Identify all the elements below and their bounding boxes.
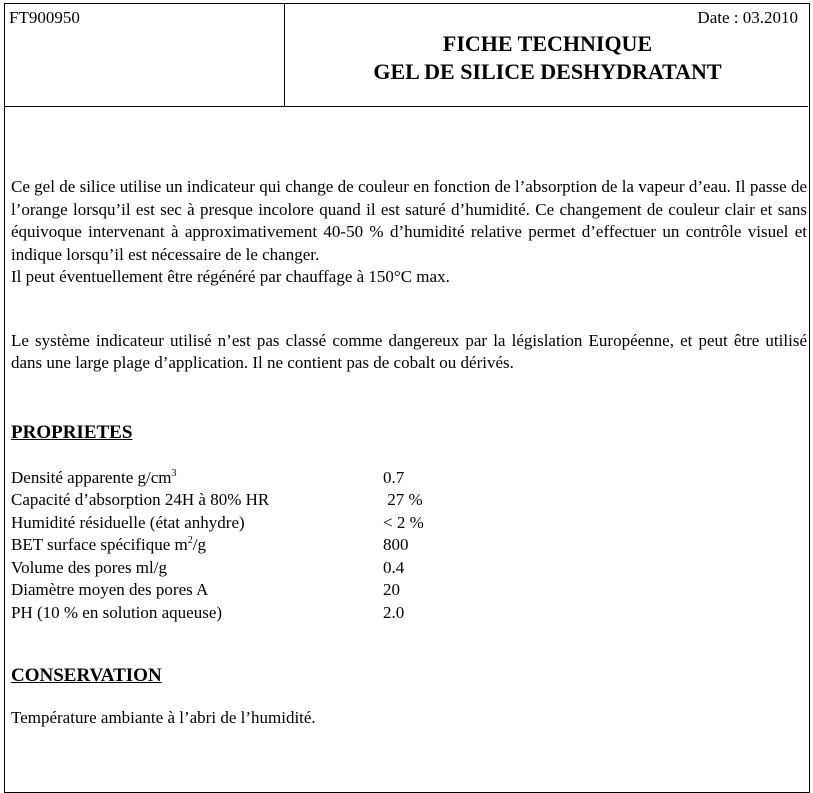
property-label: Diamètre moyen des pores A — [11, 580, 209, 599]
header-table — [5, 4, 808, 107]
property-label: Volume des pores ml/g — [11, 557, 167, 577]
document-frame — [4, 3, 810, 793]
body-content — [11, 176, 807, 730]
intro-paragraph-2: Il peut éventuellement être régénéré par chauffage à 150°C max. — [11, 267, 450, 286]
property-row — [11, 534, 807, 557]
property-value: < 2 % — [383, 512, 424, 532]
property-row — [11, 557, 807, 580]
intro-paragraph-1: Ce gel de silice utilise un indicateur qui change de couleur en fonction de l’absorption de la vapeur d’eau. Il passe de l’orange lorsqu’il est sec à presque incolore quand il est saturé d’humidité. Ce changement de couleur clair et sans équivoque intervenant à approximativement 40-50 % d’humidité relative permet d’effectuer un contrôle visuel et indique lorsqu’il est nécessaire de le changer. — [11, 177, 807, 264]
property-label: BET surface spécifique $m^2/g$ — [11, 535, 206, 554]
property-row — [11, 512, 807, 535]
property-label: Humidité résiduelle (état anhydre) — [11, 512, 245, 532]
reference-cell — [5, 4, 285, 106]
property-value: 2.0 — [383, 602, 405, 622]
property-value: 0.4 — [383, 557, 405, 577]
title-line-1: FICHE TECHNIQUE — [442, 31, 653, 56]
property-value: 800 — [383, 535, 409, 554]
property-row — [11, 489, 807, 512]
date-label: Date : 03.2010 — [697, 8, 798, 27]
reference-number: FT900950 — [9, 8, 80, 27]
property-row — [11, 579, 807, 602]
property-value: 20 — [383, 580, 400, 599]
intro-paragraph-3: Le système indicateur utilisé n’est pas classé comme dangereux par la législation Européenne, et peut être utilisé dans une large plage d’application. Il ne contient pas de cobalt ou dérivés. — [11, 330, 807, 372]
title-line-2: GEL DE SILICE DESHYDRATANT — [373, 59, 722, 84]
property-label: Densité apparente $g/cm^3$ — [11, 467, 177, 487]
document-title — [287, 30, 808, 86]
properties-table — [11, 467, 807, 625]
property-value: 27 % — [383, 490, 423, 509]
property-row — [11, 467, 807, 490]
property-label: Capacité d’absorption 24H à 80% HR — [11, 490, 270, 509]
conservation-heading: CONSERVATION — [11, 665, 162, 686]
property-row — [11, 602, 807, 625]
property-label: PH (10 % en solution aqueuse) — [11, 602, 223, 622]
properties-heading: PROPRIETES — [11, 421, 133, 443]
property-value: 0.7 — [383, 467, 405, 487]
conservation-text: Température ambiante à l’abri de l’humidité. — [11, 708, 316, 727]
